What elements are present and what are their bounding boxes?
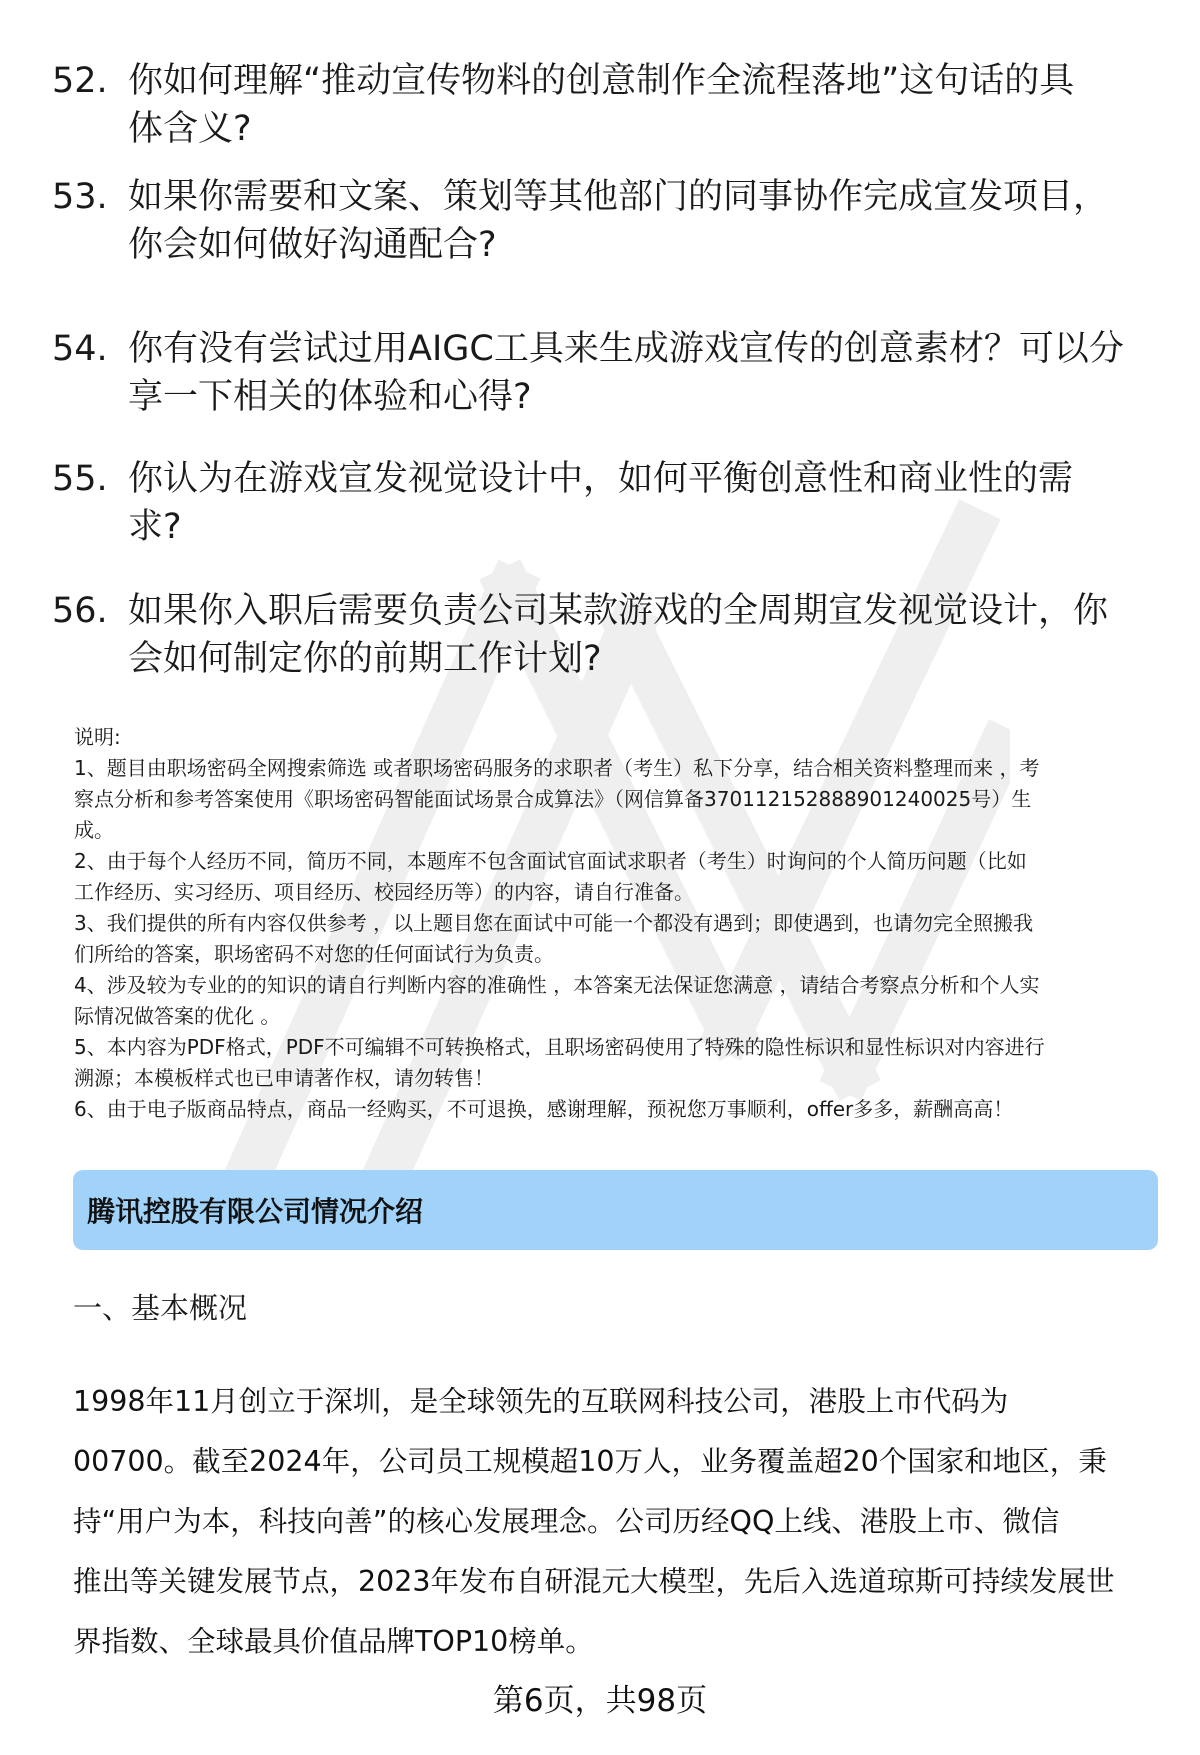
note-line: 际情况做答案的优化 。 xyxy=(74,1004,281,1028)
question-text: 你如何理解“推动宣传物料的创意制作全流程落地”这句话的具 体含义? xyxy=(128,61,1075,149)
section-heading: 一、基本概况 xyxy=(73,1291,248,1325)
paragraph-line: 界指数、全球最具价值品牌TOP10榜单。 xyxy=(73,1625,594,1658)
paragraph-line: 持“用户为本，科技向善”的核心发展理念。公司历经QQ上线、港股上市、微信 xyxy=(73,1505,1060,1538)
question-52 xyxy=(52,57,1162,153)
paragraph-line: 1998年11月创立于深圳，是全球领先的互联网科技公司，港股上市代码为 xyxy=(73,1385,1009,1418)
question-text: 如果你需要和文案、策划等其他部门的同事协作完成宣发项目， 你会如何做好沟通配合? xyxy=(128,177,1109,265)
note-line: 2、由于每个人经历不同，简历不同，本题库不包含面试官面试求职者（考生）时询问的个人简历问题（比如 xyxy=(74,849,1027,873)
paragraph-line: 00700。截至2024年，公司员工规模超10万人，业务覆盖超20个国家和地区，秉 xyxy=(73,1445,1107,1478)
question-number: 53. xyxy=(52,177,108,217)
note-line: 工作经历、实习经历、项目经历、校园经历等）的内容，请自行准备。 xyxy=(74,880,694,904)
company-overview-paragraph xyxy=(73,1372,1163,1672)
note-line: 3、我们提供的所有内容仅供参考 ，以上题目您在面试中可能一个都没有遇到；即使遇到，也请勿完全照搬我 xyxy=(74,911,1034,935)
question-54 xyxy=(52,325,1162,421)
note-line: 溯源；本模板样式也已申请著作权，请勿转售！ xyxy=(74,1066,494,1090)
question-text: 如果你入职后需要负责公司某款游戏的全周期宣发视觉设计，你 会如何制定你的前期工作计划? xyxy=(128,591,1109,679)
note-line: 1、题目由职场密码全网搜索筛选 或者职场密码服务的求职者（考生）私下分享，结合相关资料整理而来 ，考 xyxy=(74,756,1040,780)
paragraph-line: 推出等关键发展节点，2023年发布自研混元大模型，先后入选道琼斯可持续发展世 xyxy=(73,1565,1115,1598)
note-line: 6、由于电子版商品特点，商品一经购买，不可退换，感谢理解，预祝您万事顺利，offer多多，薪酬高高！ xyxy=(74,1097,1014,1121)
question-53 xyxy=(52,173,1162,269)
note-line: 成。 xyxy=(74,818,114,842)
question-number: 56. xyxy=(52,591,108,631)
page-number: 第6页，共98页 xyxy=(492,1683,708,1719)
company-intro-banner xyxy=(73,1170,1158,1250)
question-56 xyxy=(52,587,1162,683)
question-text: 你认为在游戏宣发视觉设计中，如何平衡创意性和商业性的需 求? xyxy=(128,459,1074,547)
question-text: 你有没有尝试过用AIGC工具来生成游戏宣传的创意素材？可以分 享一下相关的体验和心得? xyxy=(128,329,1124,417)
note-line: 4、涉及较为专业的的知识的请自行判断内容的准确性 ，本答案无法保证您满意 ，请结合考察点分析和个人实 xyxy=(74,973,1040,997)
notes-title: 说明: xyxy=(74,725,121,749)
note-line: 察点分析和参考答案使用《职场密码智能面试场景合成算法》（网信算备370112152888901240025号）生 xyxy=(74,787,1032,811)
banner-title: 腾讯控股有限公司情况介绍 xyxy=(87,1195,424,1228)
question-55 xyxy=(52,455,1162,551)
question-number: 52. xyxy=(52,61,108,101)
question-number: 54. xyxy=(52,329,108,369)
disclaimer-notes xyxy=(74,722,1164,1125)
note-line: 们所给的答案，职场密码不对您的任何面试行为负责。 xyxy=(74,942,554,966)
question-number: 55. xyxy=(52,459,108,499)
note-line: 5、本内容为PDF格式，PDF不可编辑不可转换格式，且职场密码使用了特殊的隐性标识和显性标识对内容进行 xyxy=(74,1035,1045,1059)
